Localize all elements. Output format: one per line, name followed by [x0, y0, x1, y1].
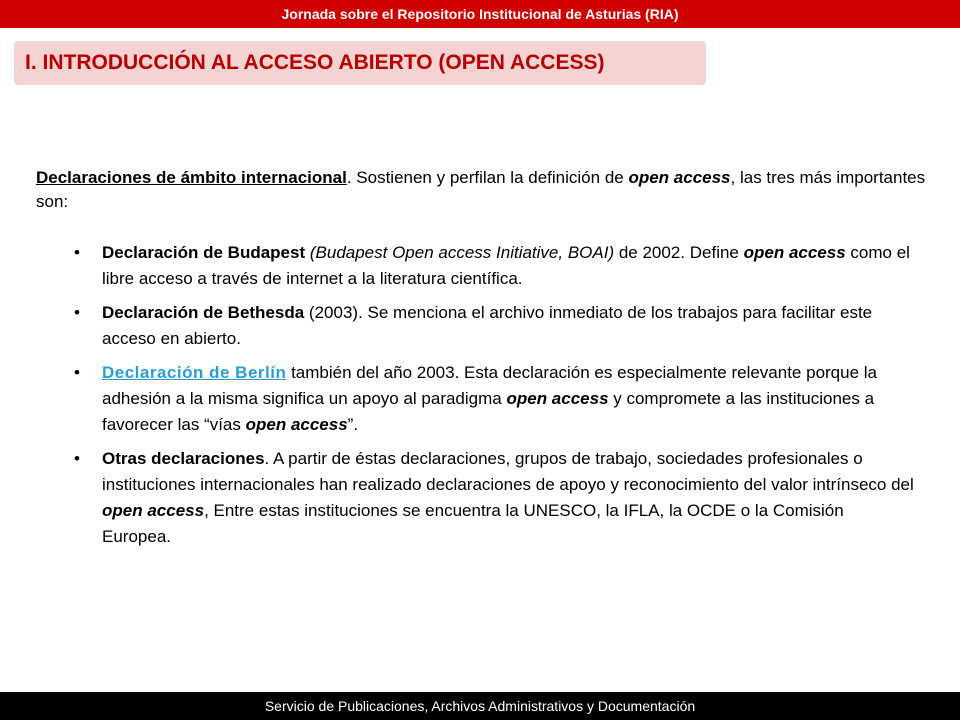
otras-emphasis: open access	[102, 501, 205, 520]
intro-emphasis: open access	[628, 168, 731, 187]
berlin-text-3: ”.	[347, 415, 359, 434]
intro-lead: Declaraciones de ámbito internacional	[36, 168, 347, 187]
list-item-bethesda	[74, 300, 914, 352]
budapest-emphasis: open access	[743, 243, 846, 262]
berlin-text-1: también del año 2003. Esta declaración es especialmente relevante porque la adhesión a la misma significa un apoyo al paradigma	[102, 363, 878, 408]
bullet-icon: •	[74, 363, 80, 382]
otras-title: Otras declaraciones	[102, 449, 265, 468]
list-item-budapest	[74, 240, 914, 292]
header-title: Jornada sobre el Repositorio Institucional de Asturias (RIA)	[281, 6, 679, 22]
budapest-text-2: como el libre acceso a través de internet a la literatura científica.	[102, 243, 910, 288]
budapest-initiative: (Budapest Open access Initiative, BOAI)	[309, 243, 615, 262]
intro-paragraph	[36, 166, 946, 214]
otras-text-2: , Entre estas instituciones se encuentra la UNESCO, la IFLA, la OCDE o la Comisión Europea.	[102, 501, 844, 546]
section-title-text: I. INTRODUCCIÓN AL ACCESO ABIERTO (OPEN ACCESS)	[25, 51, 605, 74]
bullet-icon: •	[74, 449, 80, 468]
list-item-berlin	[74, 360, 914, 438]
bullet-icon: •	[74, 243, 80, 262]
intro-text-1: . Sostienen y perfilan la definición de	[346, 168, 629, 187]
budapest-text-1: de 2002. Define	[614, 243, 744, 262]
bethesda-text: (2003). Se menciona el archivo inmediato de los trabajos para facilitar este acceso en abierto.	[102, 303, 873, 348]
bethesda-title: Declaración de Bethesda	[102, 303, 305, 322]
bullet-icon: •	[74, 303, 80, 322]
header-bar	[0, 0, 960, 28]
berlin-text-2: y compromete a las instituciones a favorecer las “vías	[102, 389, 875, 434]
berlin-declaration-link[interactable]: Declaración de Berlín	[102, 363, 287, 382]
berlin-emphasis-2: open access	[245, 415, 348, 434]
footer-bar	[0, 692, 960, 720]
intro-text-2: , las tres más importantes son:	[36, 168, 926, 211]
section-title	[14, 41, 706, 85]
budapest-title: Declaración de Budapest	[102, 243, 306, 262]
declarations-list	[74, 240, 914, 558]
otras-text-1: . A partir de éstas declaraciones, grupos de trabajo, sociedades profesionales o instituciones internacionales han realizado declaraciones de apoyo y reconocimiento del valor intrínseco del	[102, 449, 914, 494]
berlin-emphasis-1: open access	[506, 389, 609, 408]
list-item-otras	[74, 446, 914, 550]
footer-text: Servicio de Publicaciones, Archivos Administrativos y Documentación	[264, 698, 696, 714]
